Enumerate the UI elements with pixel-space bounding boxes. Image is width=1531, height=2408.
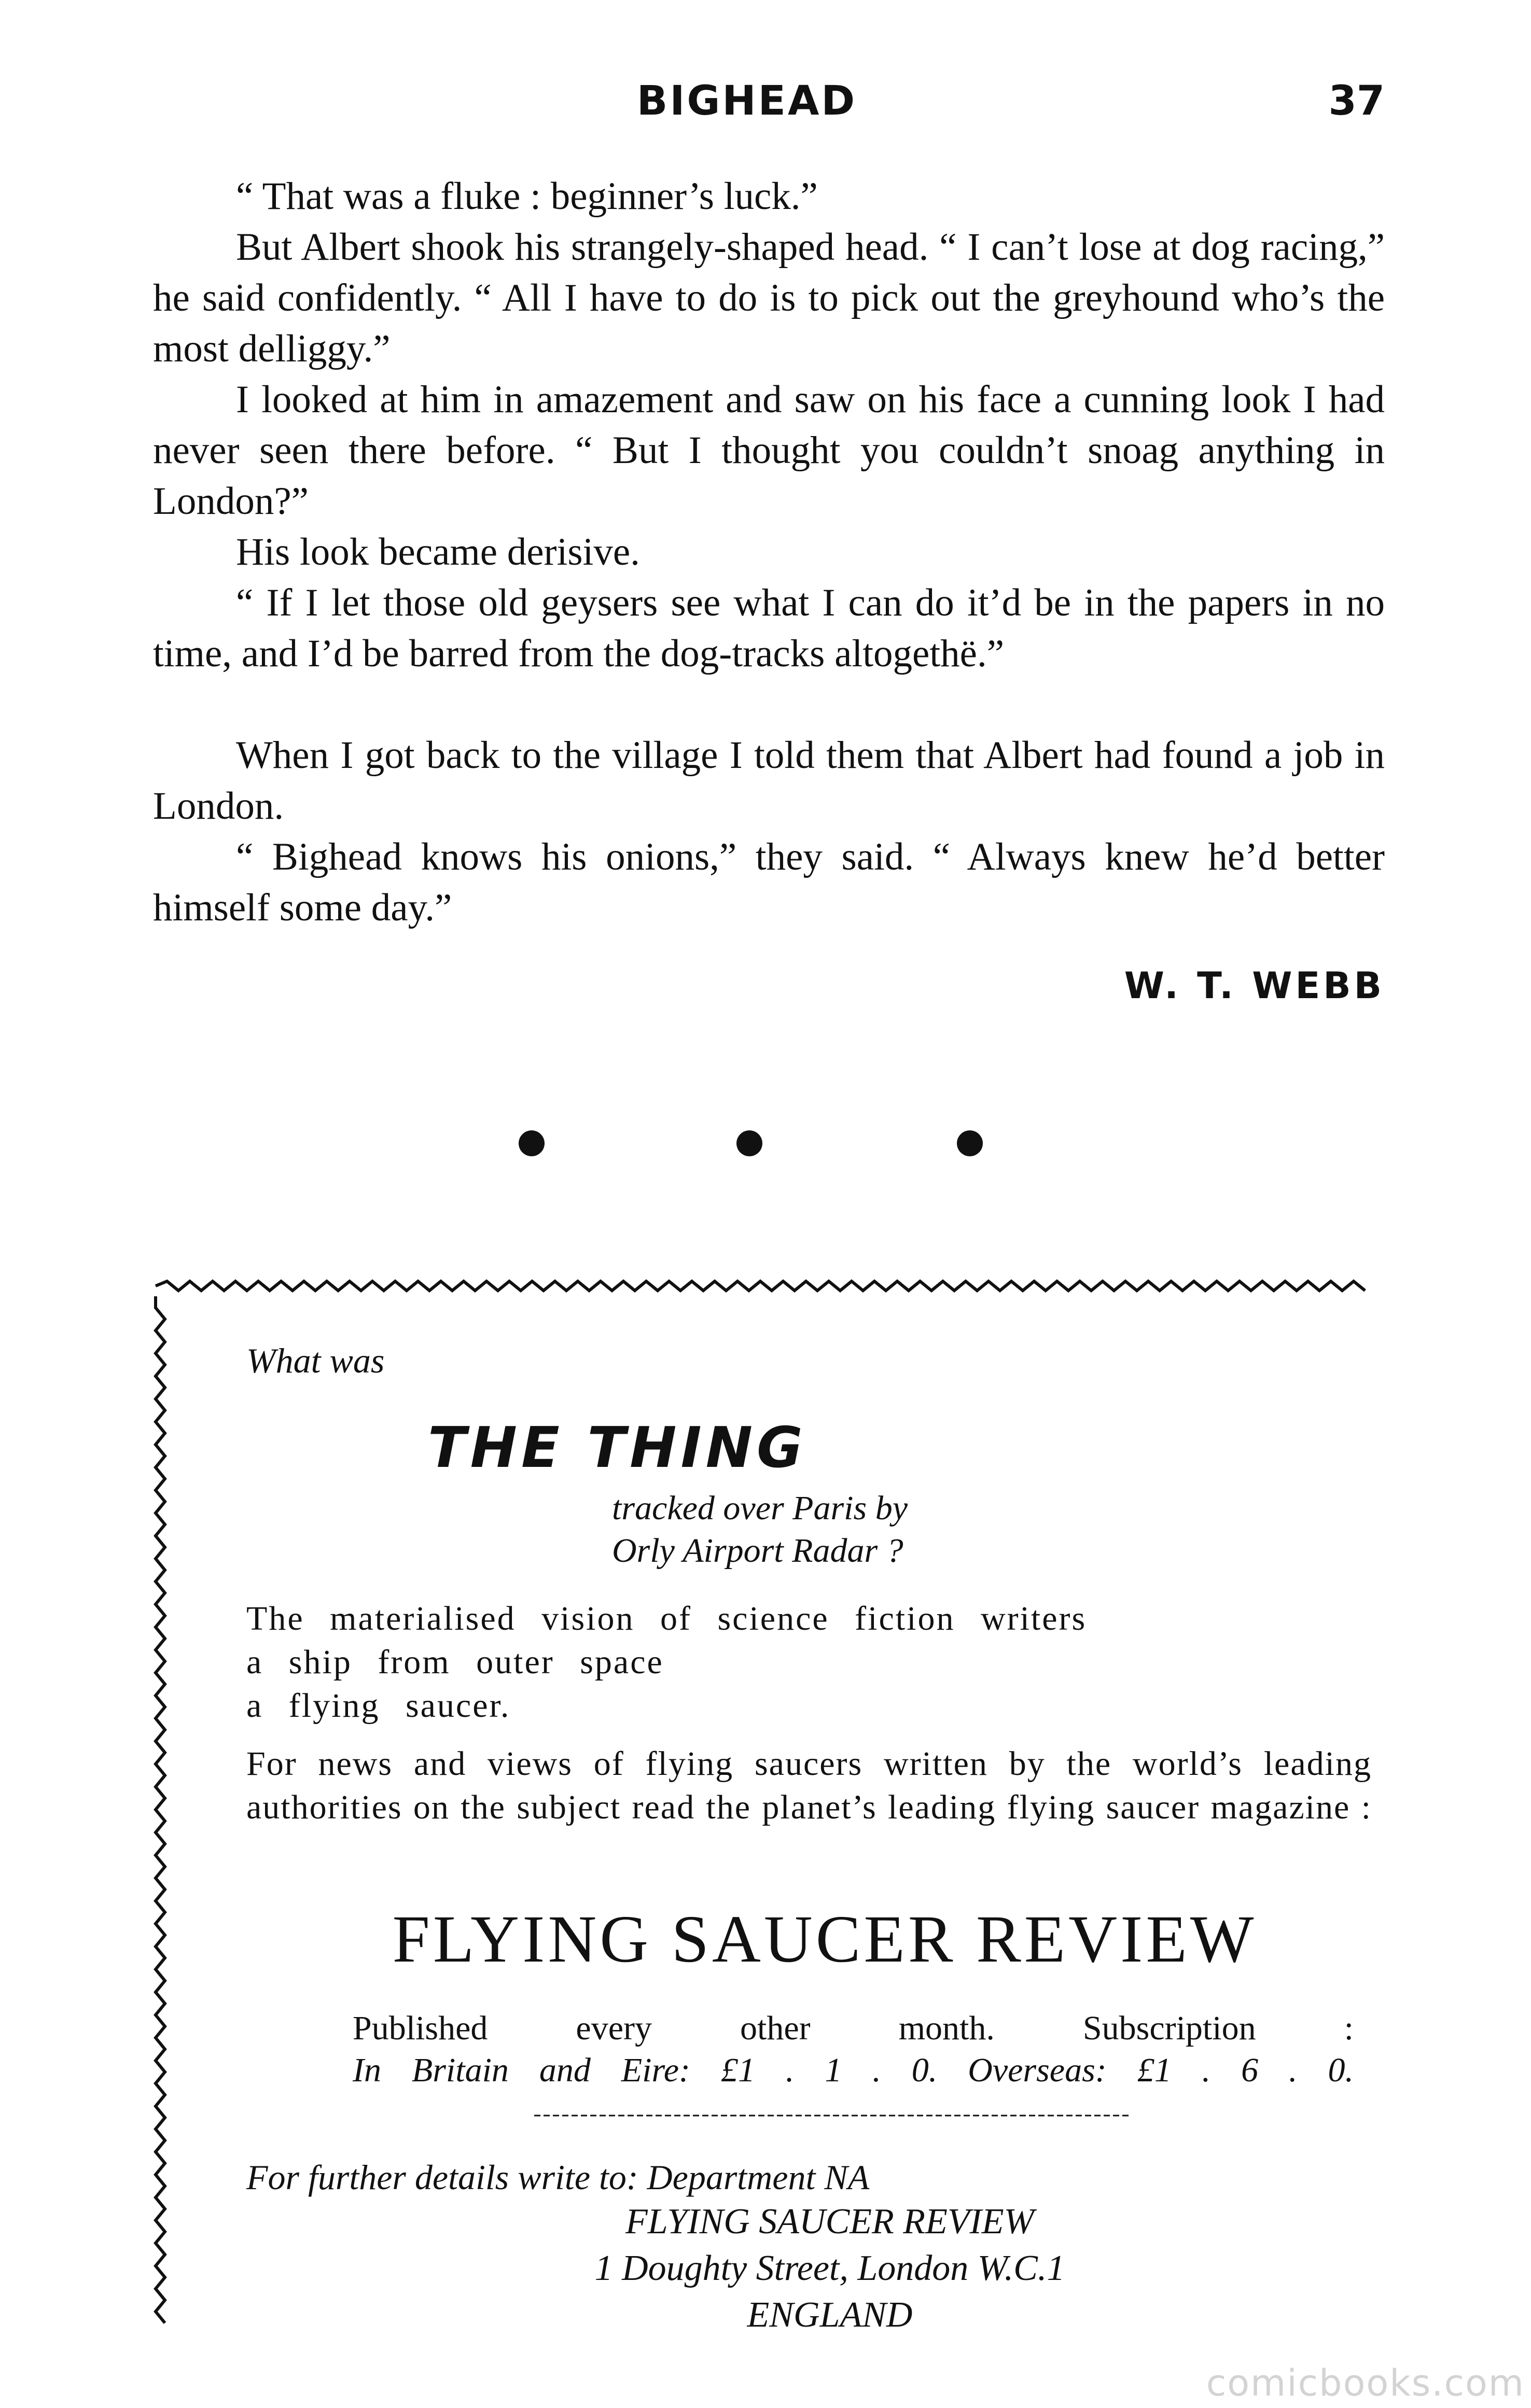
advert-subscription: In Britain and Eire: £1 . 1 . 0. Overseas: £1 . 6 . 0. <box>353 2051 1354 2089</box>
advert-news: For news and views of flying saucers written by the world’s leading authorities on the subject read the planet’s leading flying saucer magazine : <box>246 1745 1372 1826</box>
story-paragraph: His look became derisive. <box>236 530 640 573</box>
advert-address-street: 1 Doughty Street, London W.C.1 <box>594 2248 1065 2288</box>
advert-tracked-line: tracked over Paris by <box>612 1489 908 1527</box>
author-byline: W. T. WEBB <box>1124 964 1385 1007</box>
story-paragraph: But Albert shook his strangely-shaped head. “ I can’t lose at dog racing,” he said confidently. “ All I have to do is to pick out the greyhound who’s the most delliggy.” <box>153 226 1385 370</box>
page-number: 37 <box>1328 78 1385 124</box>
advert-vision-line: a flying saucer. <box>246 1687 511 1725</box>
advert-magazine-title: FLYING SAUCER REVIEW <box>392 1902 1257 1977</box>
story-text <box>153 171 1385 933</box>
advert-address-name: FLYING SAUCER REVIEW <box>625 2202 1034 2242</box>
advert-the-thing: THE THING <box>428 1416 807 1480</box>
advert-what-was: What was <box>246 1341 385 1380</box>
advert-further-details: For further details write to: Department NA <box>246 2158 870 2197</box>
advert-published: Published every other month. Subscription : <box>353 2009 1354 2047</box>
section-break-dot <box>519 1130 545 1156</box>
section-break-dot <box>957 1130 983 1156</box>
advert-vision <box>246 1597 1258 1728</box>
story-paragraph: When I got back to the village I told them that Albert had found a job in London. <box>153 734 1385 828</box>
story-paragraph: “ Bighead knows his onions,” they said. “ Always knew he’d better himself some day.” <box>153 835 1385 929</box>
advert-divider <box>534 2113 1131 2118</box>
section-break-dot <box>736 1130 762 1156</box>
story-paragraph: “ If I let those old geysers see what I can do it’d be in the papers in no time, and I’d be barred from the dog-tracks altogethë.” <box>153 581 1385 675</box>
watermark: comicbooks.com <box>1206 2362 1525 2404</box>
advert-vision-line: a ship from outer space <box>246 1643 664 1681</box>
advert-tracked <box>612 1487 1017 1572</box>
advert-tracked-line: Orly Airport Radar ? <box>612 1532 903 1570</box>
story-paragraph: I looked at him in amazement and saw on his face a cunning look I had never seen there before. “ But I thought you couldn’t snoag anything in London?” <box>153 378 1385 523</box>
story-paragraph: “ That was a fluke : beginner’s luck.” <box>236 175 818 218</box>
running-title: BIGHEAD <box>636 78 857 124</box>
advert-address-country: ENGLAND <box>747 2295 913 2335</box>
advert-vision-line: The materialised vision of science fiction writers <box>246 1600 1087 1637</box>
